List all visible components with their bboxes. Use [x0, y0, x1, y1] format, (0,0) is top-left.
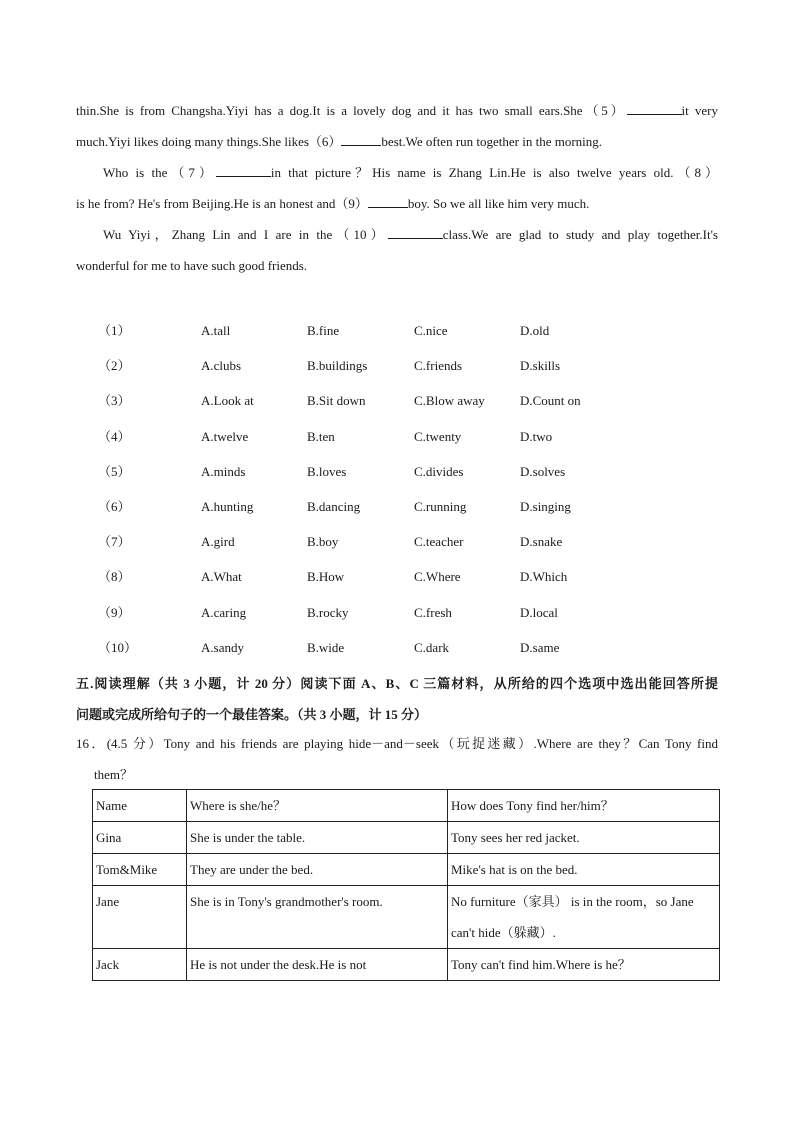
option-c: C.divides — [414, 463, 464, 479]
question-number: （8） — [98, 569, 131, 585]
option-row — [98, 457, 698, 492]
option-d: D.local — [520, 604, 558, 620]
question-number: （5） — [98, 463, 131, 479]
table-cell: Mike's hat is on the bed. — [448, 854, 720, 886]
option-row — [98, 386, 698, 421]
option-d: D.solves — [520, 463, 566, 479]
option-a: A.minds — [201, 463, 246, 479]
section-heading-line: 问题或完成所给句子的一个最佳答案。（共 3 小题，计 15 分） — [76, 707, 428, 722]
question-16-line: 16．(4.5 分）Tony and his friends are playing hide－and－seek（玩捉迷藏）.Where are they？Can Tony find — [76, 736, 718, 751]
option-c: C.twenty — [414, 428, 462, 444]
table-header-row — [93, 790, 720, 822]
passage-paragraph-1 — [76, 95, 718, 157]
table-cell: Gina — [93, 822, 187, 854]
question-number: （2） — [98, 358, 131, 374]
option-row — [98, 562, 698, 597]
table-cell: Tony can't find him.Where is he？ — [448, 949, 720, 981]
option-b: B.boy — [307, 534, 339, 550]
table-header-cell: Name — [93, 790, 187, 822]
option-b: B.ten — [307, 428, 335, 444]
table-row — [93, 886, 720, 949]
table-header-cell: How does Tony find her/him？ — [448, 790, 720, 822]
table-row — [93, 854, 720, 886]
option-row — [98, 316, 698, 351]
table-row — [93, 949, 720, 981]
option-b: B.wide — [307, 639, 345, 655]
table-cell: Jane — [93, 886, 187, 949]
option-row — [98, 527, 698, 562]
answer-blank — [388, 226, 443, 239]
option-b: B.buildings — [307, 358, 368, 374]
question-number: （9） — [98, 604, 131, 620]
table-cell: Tony sees her red jacket. — [448, 822, 720, 854]
option-c: C.Where — [414, 569, 461, 585]
option-row — [98, 633, 698, 668]
answer-blank — [627, 102, 682, 115]
question-number: （7） — [98, 534, 131, 550]
option-c: C.Blow away — [414, 393, 485, 409]
question-number: （10） — [98, 639, 138, 655]
table-cell: Tom&Mike — [93, 854, 187, 886]
option-b: B.loves — [307, 463, 347, 479]
option-c: C.dark — [414, 639, 450, 655]
option-c: C.teacher — [414, 534, 464, 550]
option-row — [98, 422, 698, 457]
passage-paragraph-3 — [76, 219, 718, 281]
passage-line: wonderful for me to have such good friends. — [76, 258, 308, 273]
question-number: （3） — [98, 393, 131, 409]
option-a: A.gird — [201, 534, 235, 550]
table-cell: He is not under the desk.He is not — [187, 949, 448, 981]
option-a: A.clubs — [201, 358, 242, 374]
option-b: B.fine — [307, 323, 340, 338]
option-d: D.Count on — [520, 393, 581, 409]
option-row — [98, 351, 698, 386]
option-row — [98, 492, 698, 527]
table-row — [93, 822, 720, 854]
info-table — [92, 789, 720, 981]
passage-paragraph-2 — [76, 157, 718, 219]
option-a: A.hunting — [201, 498, 254, 514]
table-cell-line: can't hide（躲藏）. — [451, 925, 556, 940]
option-d: D.singing — [520, 498, 571, 514]
question-16-line: them？ — [94, 767, 133, 782]
option-d: D.old — [520, 323, 550, 338]
option-c: C.running — [414, 498, 467, 514]
option-d: D.same — [520, 639, 560, 655]
option-a: A.sandy — [201, 639, 244, 655]
option-a: A.Look at — [201, 393, 254, 409]
passage-line: Who is the（7） in that picture？His name is Zhang Lin.He is also twelve years old.（8） — [103, 165, 718, 180]
table-header-cell: Where is she/he？ — [187, 790, 448, 822]
answer-blank — [216, 164, 271, 177]
passage-line: is he from? He's from Beijing.He is an honest and（9） boy. So we all like him very much. — [76, 196, 590, 211]
table-cell: She is in Tony's grandmother's room. — [187, 886, 448, 949]
options-list — [98, 316, 698, 668]
option-a: A.What — [201, 569, 242, 585]
passage-line: thin.She is from Changsha.Yiyi has a dog.It is a lovely dog and it has two small ears.She（5） it very — [76, 103, 718, 118]
question-number: （1） — [98, 323, 131, 338]
option-row — [98, 598, 698, 633]
table-cell: They are under the bed. — [187, 854, 448, 886]
passage-line: much.Yiyi likes doing many things.She likes（6） best.We often run together in the morning. — [76, 134, 603, 149]
option-b: B.dancing — [307, 498, 361, 514]
option-a: A.tall — [201, 323, 231, 338]
table-cell-line: No furniture（家具） is in the room，so Jane — [451, 894, 694, 909]
section-heading — [76, 668, 718, 730]
table-cell — [448, 886, 720, 949]
option-c: C.nice — [414, 323, 448, 338]
passage-line: Wu Yiyi，Zhang Lin and I are in the（10） class.We are glad to study and play together.It's — [103, 227, 718, 242]
table-cell: She is under the table. — [187, 822, 448, 854]
option-c: C.fresh — [414, 604, 452, 620]
option-b: B.How — [307, 569, 345, 585]
option-b: B.Sit down — [307, 393, 366, 409]
option-b: B.rocky — [307, 604, 349, 620]
option-d: D.skills — [520, 358, 561, 374]
option-d: D.Which — [520, 569, 568, 585]
option-a: A.caring — [201, 604, 247, 620]
table-cell: Jack — [93, 949, 187, 981]
answer-blank — [368, 195, 408, 208]
option-a: A.twelve — [201, 428, 249, 444]
question-number: （6） — [98, 498, 131, 514]
option-c: C.friends — [414, 358, 463, 374]
question-16 — [76, 728, 718, 790]
option-d: D.snake — [520, 534, 563, 550]
option-d: D.two — [520, 428, 553, 444]
question-number: （4） — [98, 428, 131, 444]
answer-blank — [341, 133, 381, 146]
section-heading-line: 五.阅读理解（共 3 小题，计 20 分）阅读下面 A、B、C 三篇材料，从所给的四个选项中选出能回答所提 — [76, 676, 718, 691]
